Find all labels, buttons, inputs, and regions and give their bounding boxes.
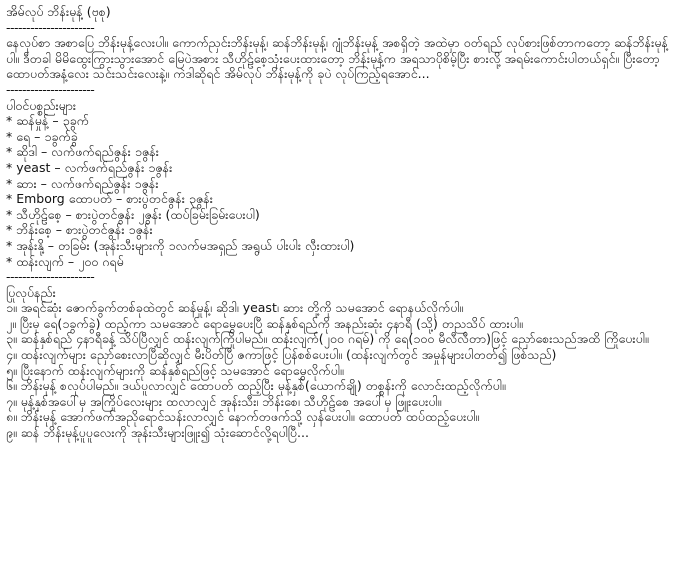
ingredients-list [6, 113, 669, 269]
step-item: ၄။ ထန်းလျက်များ ညှော်စေးလာပြီဆိုလျှင် မီးပိတ်ပြီ ဇကာဖြင့် ပြန်စစ်ပေးပါ။ (ထန်းလျက်တွင် အမှုန်များပါတတ်၍ ဖြစ်သည်) [6, 347, 557, 363]
ingredient-item: * Emborg ထောပတ် – စားပွဲတင်ဇွန်း ၃ဇွန်း [6, 191, 213, 207]
ingredient-item: * ဆန်မှုန့် – ၃ခွက် [6, 113, 89, 129]
separator: ---------------------- [6, 19, 95, 35]
step-item: ၈။ ဘိန်းမုန့် အောက်ဖက်အညိုရောင်သန်းလာလျှင် နောက်တဖက်သို့ လှန်ပေးပါ။ ထောပတ် ထပ်ထည့်ပေးပါ။ [6, 409, 480, 425]
ingredient-item: * ဆိုဒါ – လက်ဖက်ရည်ဇွန်း ၁ဇွန်း [6, 144, 159, 160]
steps-list [6, 300, 669, 440]
ingredient-item: * ထန်းလျက် – ၂၀၀ ဂရမ် [6, 253, 124, 269]
step-item: ၆။ ဘိန်းမုန့် စလုပ်ပါမည်။ ဒယ်ပူလာလျှင် ထောပတ် ထည့်ပြီး မုန့်နှစ်(ယောက်ချို) တစ္စန်းကို လောင်းထည့်လိုက်ပါ။ [6, 378, 506, 394]
ingredient-item: * ဆား – လက်ဖက်ရည်ဇွန်း ၁ဇွန်း [6, 175, 159, 191]
recipe-title: အိမ်လုပ် ဘိန်းမုန့် (ဗုစု) [6, 4, 111, 19]
step-item: ၂။ ပြီးမှ ရေ(၁ခွက်ခွဲ) ထည့်ကာ သမအောင် ရောမွှေပေးပြီ ဆန်နှစ်ရည်ကို အနည်းဆုံး ၄နာရီ (သို့) တညသိပ် ထားပါ။ [6, 315, 523, 331]
method-heading: ပြုလုပ်နည်း [6, 284, 56, 300]
ingredient-item: * ဘိန်းစေ့ – စားပွဲတင်ဇွန်း ၁ဇွန်း [6, 222, 153, 238]
intro-paragraph: နေလုပ်စာ အစာပြေ ဘိန်းမုန့်လေးပါ။ ကောက်ညှင်းဘိန်းမုန့်၊ ဆန်ဘိန်းမုန့်၊ ဂျုံဘိန်းမုန့် အစရှိတဲ့ အထဲမှာ ဝတ်ရည် လုပ်စားဖြစ်တာကတော့ ဆန်ဘိန်းမုန့်ပါ။ ဒီတခါ မိမိထွေးကြွားသွားအောင် မြေပဲအစား သီဟိုဠ်စေ့သုံးပေးထားတော့ ဘိန်းမုန့်က အရသာပိုစိမ့်ပြီး စားလို့ အရမ်းကောင်းပါတယ်ရှင်။ ပြီးတော့ ထောပတ်အနံ့လေး သင်းသင်းလေးနဲ့။ ကဲဒါဆိုရင် အိမ်လုပ် ဘိန်းမုန့်ကို ခုပဲ လုပ်ကြည့်ရအောင်... [6, 35, 668, 82]
step-item: ၃။ ဆန်နှစ်ရည် ၄နာရီခန့် သိပ်ပြီလျှင် ထန်းလျက်ကြိုပါမည်။ ထန်းလျက်(၂၀၀ ဂရမ်) ကို ရေ(၁၀၀ မီလီလီတာ)ဖြင့် ညှော်စေးသည်အထိ ကြိုပေးပါ။ [6, 331, 649, 347]
separator: ---------------------- [6, 269, 95, 285]
ingredient-item: * yeast – လက်ဖက်ရည်ဇွန်း ၁ဇွန်း [6, 159, 173, 175]
step-item: ၉။ ဆန် ဘိန်းမုန့်ပူပူလေးကို အုန်းသီးများဖြူး၍ သုံးဆောင်လို့ရပါပြီ... [6, 425, 309, 441]
step-item: ၇။ မုန့်နှစ်အပေါ်မှ အကြိုပ်လေးများ ထလာလျှင် အုန်းသီး၊ ဘိန်းစေ၊ သီဟိုဠ်စေ အပေါ်မှ ဖြူးပေးပါ။ [6, 393, 442, 409]
ingredient-item: * ရေ – ၁ခွက်ခွဲ [6, 128, 78, 144]
ingredient-item: * သီဟိုဠ်စေ့ – စားပွဲတင်ဇွန်း ၂ဇွန်း (ထပ်ခြမ်းခြမ်းပေးပါ) [6, 206, 260, 222]
ingredient-item: * အုန်းနို့ – တခြမ်း (အုန်းသီးများကို ၁လက်မအရှည် အရွယ် ပါးပါး လှီးထားပါ) [6, 237, 355, 253]
step-item: ၁။ အရင်ဆုံး ဇောက်ခွက်တစ်ခုထဲတွင် ဆန်မှုန့်၊ ဆိုဒါ၊ yeast၊ ဆား တို့ကို သမအောင် ရောနယ်လိုက်ပါ။ [6, 300, 464, 316]
ingredients-heading: ပါဝင်ပစ္စည်းများ [6, 97, 77, 113]
separator: ---------------------- [6, 81, 95, 97]
step-item: ၅။ ပြီးနောက် ထန်းလျက်များကို ဆန်နှစ်ရည်ဖြင့် သမအောင် ရောမွှေလိုက်ပါ။ [6, 362, 344, 378]
